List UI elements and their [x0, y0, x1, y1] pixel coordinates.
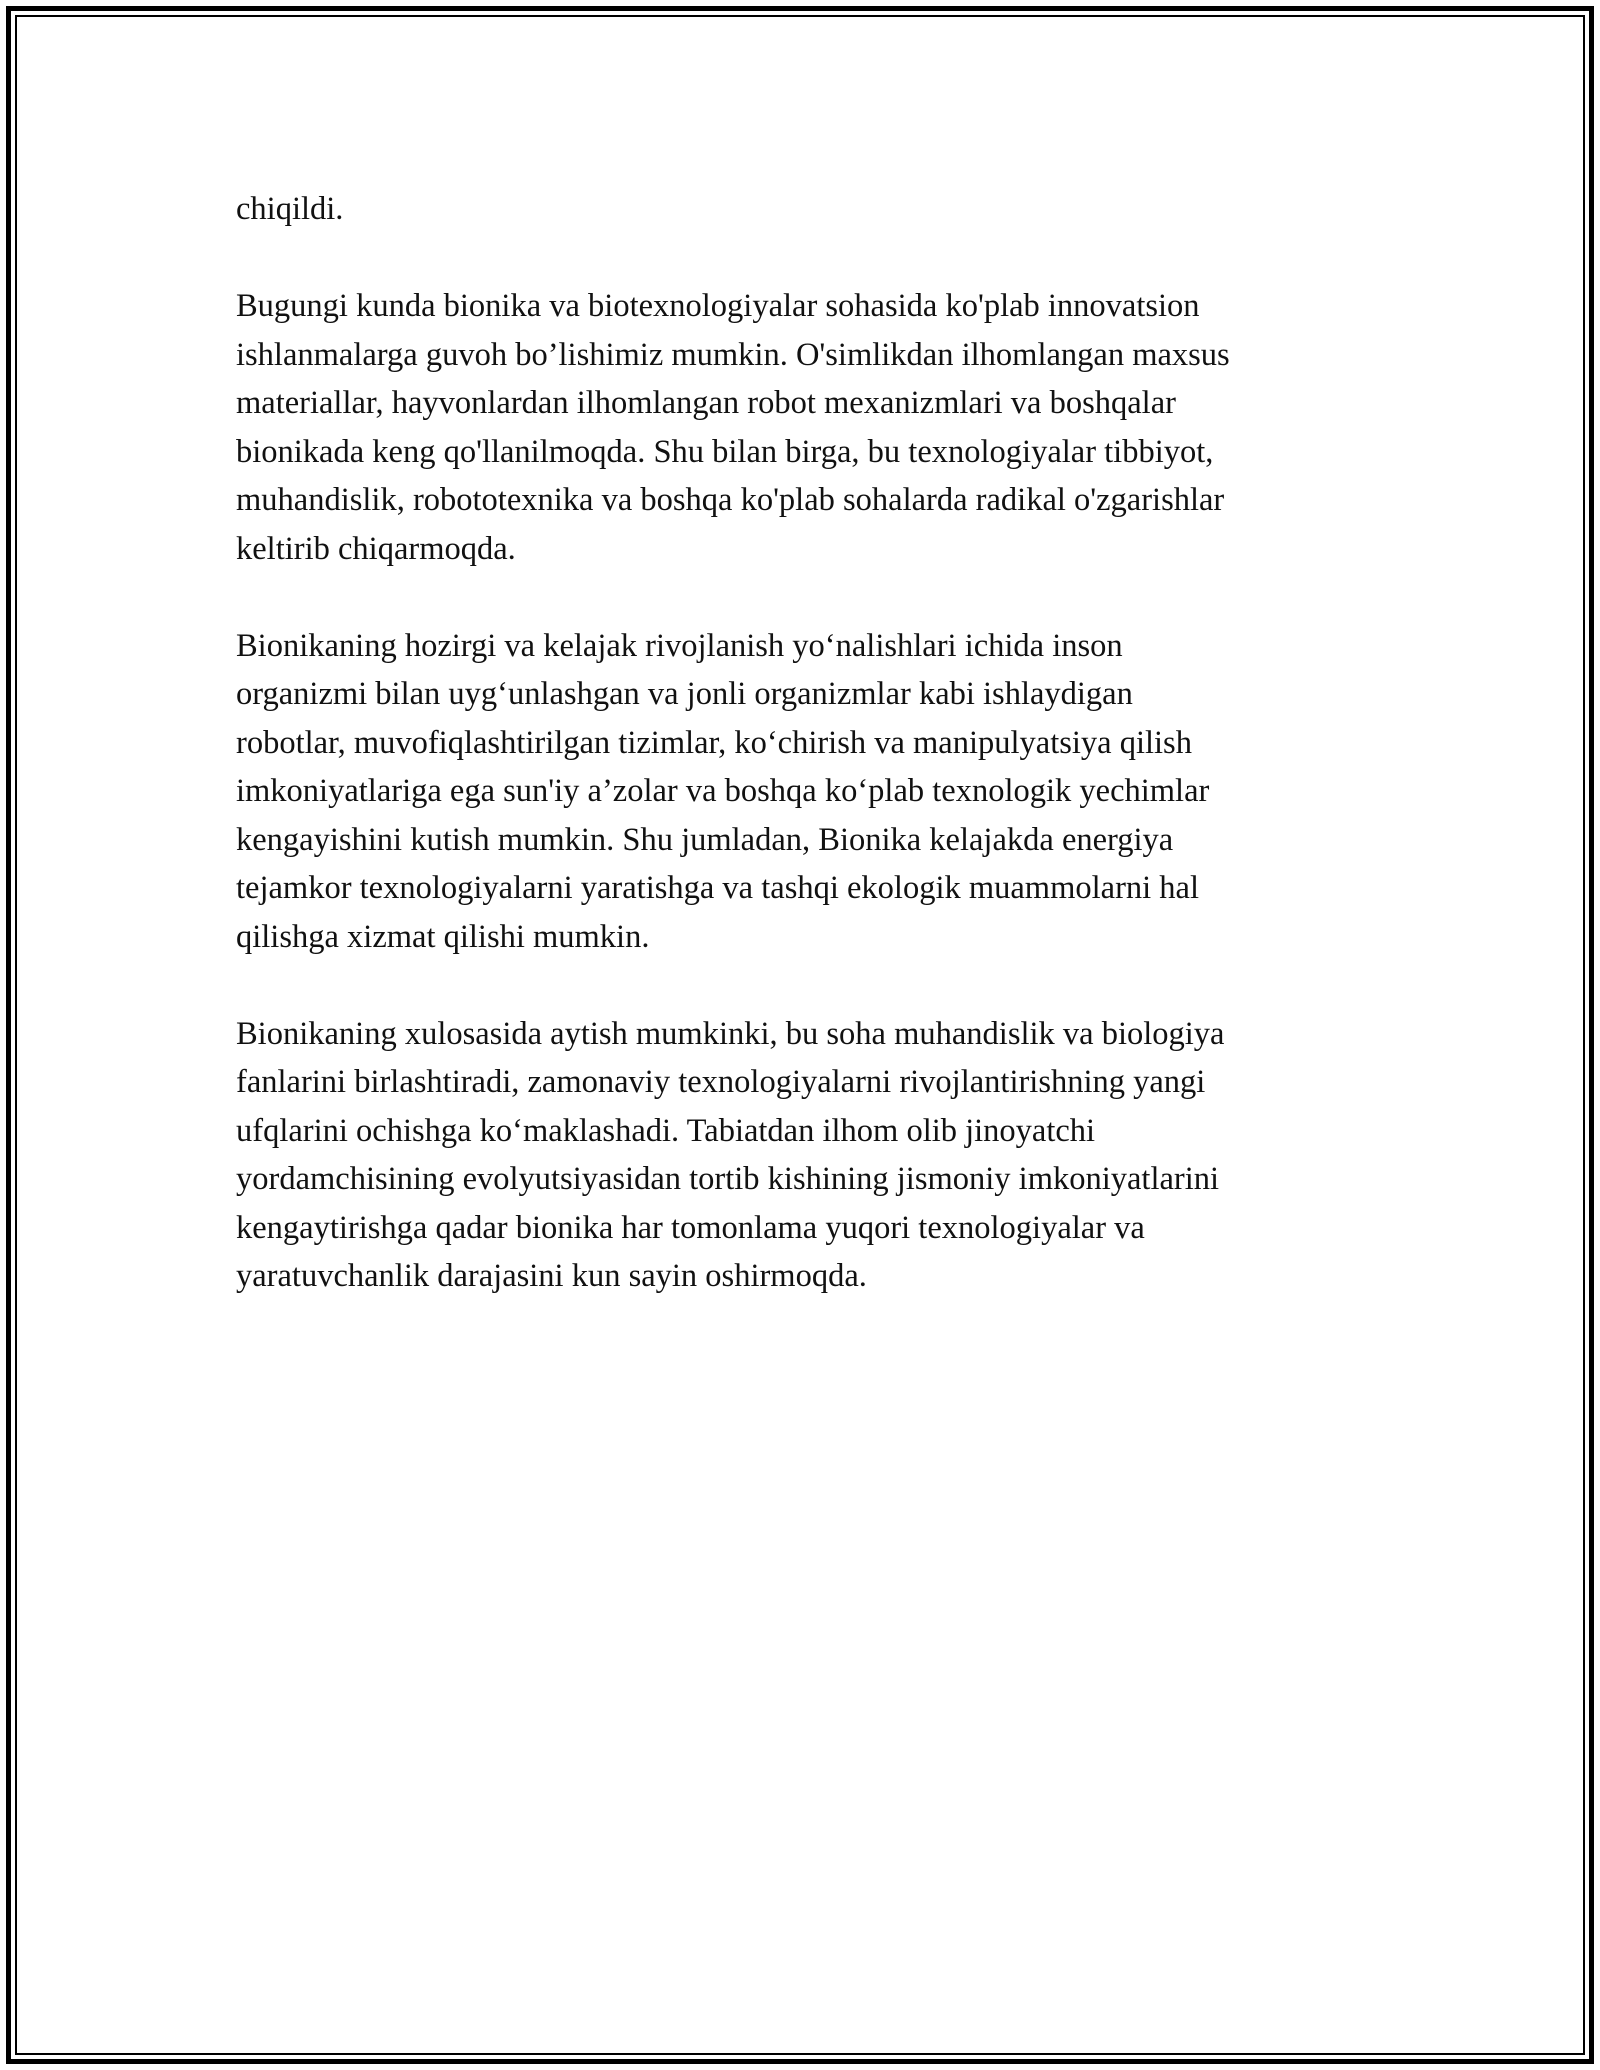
text-line: ishlanmalarga guvoh bo’lishimiz mumkin. O'simlikdan ilhomlangan maxsus [236, 336, 1230, 373]
text-line: fanlarini birlashtiradi, zamonaviy texnologiyalarni rivojlantirishning yangi [236, 1064, 1206, 1100]
text-line: robotlar, muvofiqlashtirilgan tizimlar, ko‘chirish va manipulyatsiya qilish [236, 724, 1192, 761]
text-line: kengaytirishga qadar bionika har tomonlama yuqori texnologiyalar va [236, 1209, 1145, 1246]
text-line: chiqildi. [236, 191, 344, 227]
text-line: muhandislik, robototexnika va boshqa ko'plab sohalarda radikal o'zgarishlar [236, 482, 1225, 518]
text-line: kengayishini kutish mumkin. Shu jumladan, Bionika kelajakda energiya [236, 821, 1174, 858]
text-line: Bionikaning hozirgi va kelajak rivojlanish yo‘nalishlari ichida inson [236, 627, 1123, 664]
text-line: Bugungi kunda bionika va biotexnologiyalar sohasida ko'plab innovatsion [236, 288, 1200, 324]
text-line: keltirib chiqarmoqda. [236, 530, 516, 567]
paragraph-future-directions [236, 622, 1396, 962]
text-line: qilishga xizmat qilishi mumkin. [236, 918, 650, 955]
text-line: imkoniyatlariga ega sun'iy a’zolar va boshqa ko‘plab texnologik yechimlar [236, 773, 1210, 809]
paragraph-innovations [236, 282, 1396, 573]
paragraph-continuation [236, 185, 1396, 234]
text-line: Bionikaning xulosasida aytish mumkinki, bu soha muhandislik va biologiya [236, 1015, 1225, 1052]
paragraph-conclusion [236, 1010, 1396, 1301]
text-line: bionikada keng qo'llanilmoqda. Shu bilan birga, bu texnologiyalar tibbiyot, [236, 433, 1214, 470]
text-line: organizmi bilan uyg‘unlashgan va jonli organizmlar kabi ishlaydigan [236, 676, 1133, 712]
text-line: tejamkor texnologiyalarni yaratishga va tashqi ekologik muammolarni hal [236, 870, 1200, 906]
text-line: materiallar, hayvonlardan ilhomlangan robot mexanizmlari va boshqalar [236, 385, 1176, 421]
text-line: yordamchisining evolyutsiyasidan tortib kishining jismoniy imkoniyatlarini [236, 1161, 1220, 1197]
document-body [236, 185, 1396, 1301]
text-line: yaratuvchanlik darajasini kun sayin oshirmoqda. [236, 1258, 867, 1294]
text-line: ufqlarini ochishga ko‘maklashadi. Tabiatdan ilhom olib jinoyatchi [236, 1112, 1096, 1149]
